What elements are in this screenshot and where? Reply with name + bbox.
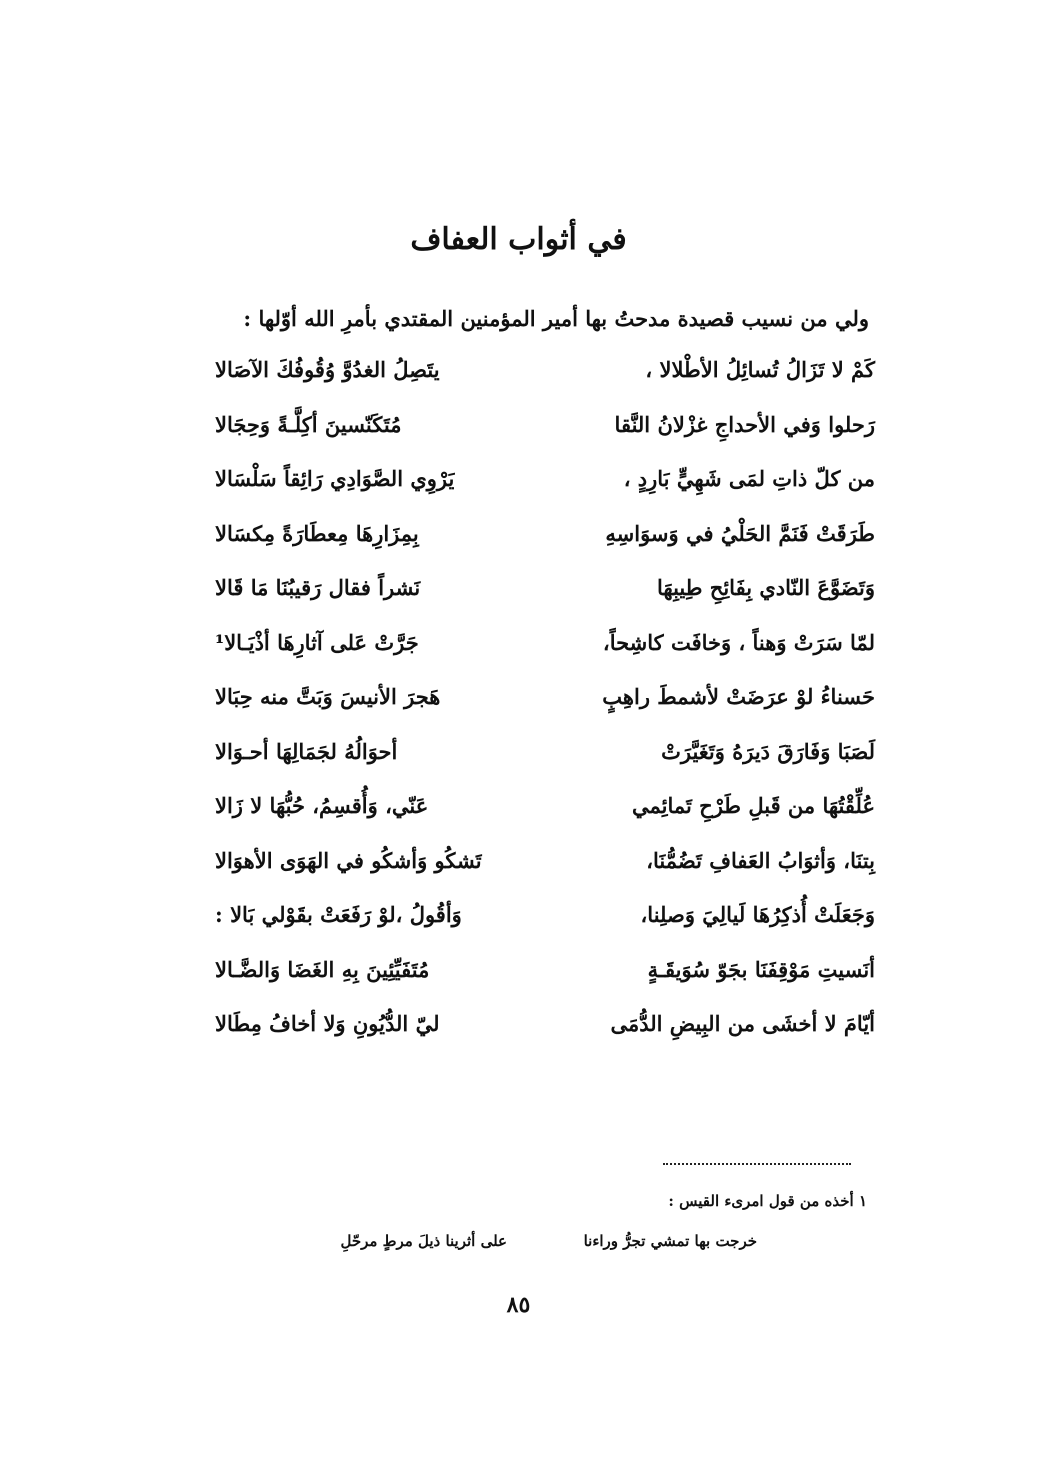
- verse-first-hemistich: وَتَضَوَّعَ النّادي بِفَائِحِ طِيبِهَا: [657, 575, 875, 600]
- verse-first-hemistich: أنَسيتِ مَوْقِفَنَا بجَوّ سُوَيقَـةٍ: [647, 956, 875, 982]
- verse-first-hemistich: لَصَبَا وَفَارَقَ دَيرَهُ وَتَغَيَّرَتْ: [661, 738, 875, 764]
- verse: [215, 461, 875, 516]
- footnote-source: ١ أخذه من قول امرىء القيس :: [668, 1192, 867, 1210]
- intro-line: ولي من نسيب قصيدة مدحتُ بها أمير المؤمنين المقتدي بأمرِ الله أوّلها :: [243, 306, 869, 331]
- verse-second-hemistich: وَأقُولُ ،لوْ رَفَعَتْ بقَوْلي بَالا :: [215, 902, 462, 927]
- verse: [215, 843, 875, 898]
- verse: [215, 570, 875, 625]
- verse-second-hemistich: يتَصِلُ الغدُوَّ وُقُوفُكَ الآصَالا: [215, 357, 440, 382]
- verse-first-hemistich: من كلّ ذاتِ لمَى شَهِيٍّ بَارِدٍ ،: [623, 466, 875, 491]
- verse-first-hemistich: طَرَقَتْ فَنَمَّ الحَلْيُ في وَسوَاسِهِ: [605, 520, 875, 546]
- verse: [215, 407, 875, 462]
- verse-second-hemistich: نَشراً فقال رَقيبُنَا مَا قَالا: [215, 575, 421, 600]
- footnote-verse-second-hemistich: على أثرينا ذيلَ مرطٍ مرحّلِ: [340, 1232, 507, 1250]
- verse-first-hemistich: بِتنَا، وَأثوَابُ العَفافِ تَضُمُّنَا،: [646, 847, 875, 873]
- poem-title: في أثواب العفاف: [410, 222, 627, 257]
- verse-first-hemistich: كَمْ لا تَزَالُ تُسائِلُ الأطْلالا ،: [645, 357, 875, 382]
- verse: [215, 952, 875, 1007]
- verse-second-hemistich: يَرْوِي الصَّوَادِي رَائِقاً سَلْسَالا: [215, 466, 455, 491]
- verse-second-hemistich: مُتَفَيِّئِينَ بِهِ الغَضَا وَالضَّـالا: [215, 956, 430, 982]
- footnote-divider: [663, 1163, 851, 1165]
- verse: [215, 625, 875, 680]
- verse: [215, 734, 875, 789]
- footnote-verse-first-hemistich: خرجت بها تمشي تجرُّ وراءنا: [583, 1232, 757, 1250]
- verse-first-hemistich: عُلِّقْتُهَا من قَبلِ طَرْحِ تَمائِمي: [631, 793, 875, 818]
- verse-second-hemistich: تَشكُو وَأشكُو في الهَوَى الأهوَالا: [215, 847, 482, 873]
- verse: [215, 897, 875, 952]
- verse: [215, 352, 875, 407]
- verse-first-hemistich: وَجَعَلَتْ أُذكِرُهَا لَيالِيَ وَصلِنا،: [640, 902, 875, 927]
- verse-second-hemistich: عَنّي، وَأُقسِمُ، حُبُّهَا لا زَالا: [215, 793, 429, 818]
- verse: [215, 788, 875, 843]
- verse-second-hemistich: أحوَالُهُ لجَمَالِهَا أحـوَالا: [215, 738, 398, 764]
- verse-second-hemistich: هَجرَ الأنيسَ وَبَتَّ منه حِبَالا: [215, 684, 441, 709]
- verse-second-hemistich: جَرَّتْ عَلى آثارِهَا أذْيَـالا¹: [215, 629, 419, 655]
- verse-first-hemistich: حَسناءُ لوْ عرَضَتْ لأشمطَ راهِبٍ: [602, 684, 875, 709]
- verse-second-hemistich: ليّ الدُّيُونِ وَلا أخافُ مِطَالا: [215, 1011, 440, 1036]
- verse-first-hemistich: أيّامَ لا أخشَى من البِيضِ الدُّمَى: [610, 1011, 875, 1036]
- verse-first-hemistich: لمّا سَرَتْ وَهناً ، وَخافَت كاشِحاً،: [602, 629, 875, 655]
- verse-second-hemistich: مُتَكَنّسينَ أكِلَّـةً وَحِجَالا: [215, 411, 402, 437]
- verse: [215, 679, 875, 734]
- verse-second-hemistich: بِمِزَارِهَا مِعطَارَةً مِكسَالا: [215, 520, 419, 546]
- poem-verses: [215, 352, 875, 1061]
- page-number: ٨٥: [506, 1292, 531, 1318]
- verse: [215, 1006, 875, 1061]
- verse: [215, 516, 875, 571]
- verse-first-hemistich: رَحلوا وَفي الأحداجِ غزْلانُ النَّقا: [614, 411, 875, 437]
